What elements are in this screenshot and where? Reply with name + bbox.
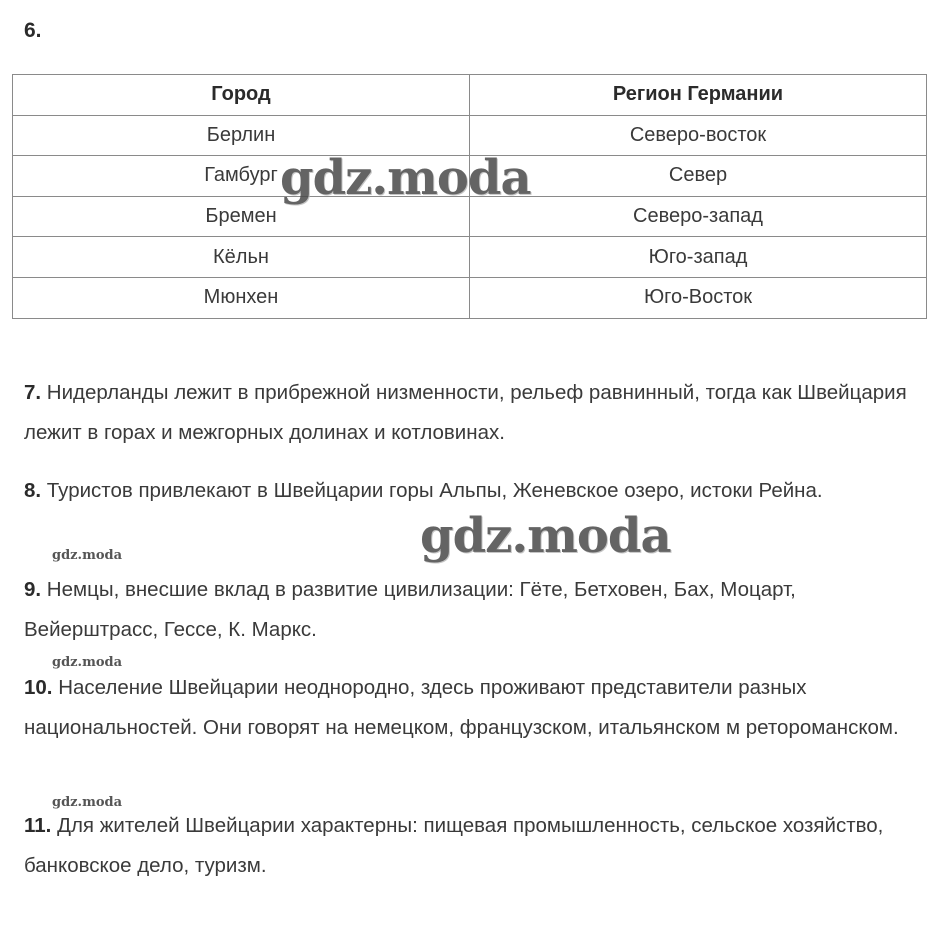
answer-10 bbox=[24, 668, 914, 747]
watermark-small: gdz.moda bbox=[52, 548, 123, 563]
answer-11 bbox=[24, 806, 914, 885]
answer-number: 8. bbox=[24, 479, 42, 502]
watermark-small: gdz.moda bbox=[52, 795, 123, 810]
answer-text: Туристов привлекают в Швейцарии горы Альпы, Женевское озеро, истоки Рейна. bbox=[41, 479, 823, 502]
answer-8 bbox=[24, 471, 914, 511]
answer-number: 9. bbox=[24, 578, 42, 601]
answer-text: Немцы, внесшие вклад в развитие цивилизации: Гёте, Бетховен, Бах, Моцарт, Вейерштрасс, Гессе, К. Маркс. bbox=[24, 578, 796, 641]
answer-text: Население Швейцарии неоднородно, здесь проживают представители разных национальностей. Они говорят на немецком, французском, итальянском м ретороманском. bbox=[24, 676, 899, 739]
task-6-number: 6. bbox=[24, 19, 42, 42]
header-city: Город bbox=[13, 75, 470, 116]
answer-text: Для жителей Швейцарии характерны: пищевая промышленность, сельское хозяйство, банковское дело, туризм. bbox=[24, 814, 884, 877]
header-region: Регион Германии bbox=[470, 75, 927, 116]
table-header-row bbox=[13, 75, 927, 116]
answer-number: 10. bbox=[24, 676, 53, 699]
table-row bbox=[13, 237, 927, 278]
region-cell: Юго-запад bbox=[470, 237, 927, 278]
answer-text: Нидерланды лежит в прибрежной низменности, рельеф равнинный, тогда как Швейцария лежит в горах и межгорных долинах и котловинах. bbox=[24, 381, 907, 444]
city-cell: Гамбург bbox=[13, 156, 470, 197]
answer-number: 7. bbox=[24, 381, 42, 404]
watermark-small: gdz.moda bbox=[52, 655, 123, 670]
city-cell: Берлин bbox=[13, 115, 470, 156]
region-cell: Север bbox=[470, 156, 927, 197]
table-row bbox=[13, 277, 927, 318]
region-cell: Юго-Восток bbox=[470, 277, 927, 318]
answer-9 bbox=[24, 570, 914, 649]
answer-number: 11. bbox=[24, 814, 52, 837]
region-cell: Северо-восток bbox=[470, 115, 927, 156]
city-cell: Мюнхен bbox=[13, 277, 470, 318]
city-cell: Кёльн bbox=[13, 237, 470, 278]
answer-7 bbox=[24, 373, 914, 452]
watermark-large: gdz.moda bbox=[420, 508, 671, 564]
city-cell: Бремен bbox=[13, 196, 470, 237]
watermark-large: gdz.moda bbox=[280, 150, 531, 206]
region-cell: Северо-запад bbox=[470, 196, 927, 237]
